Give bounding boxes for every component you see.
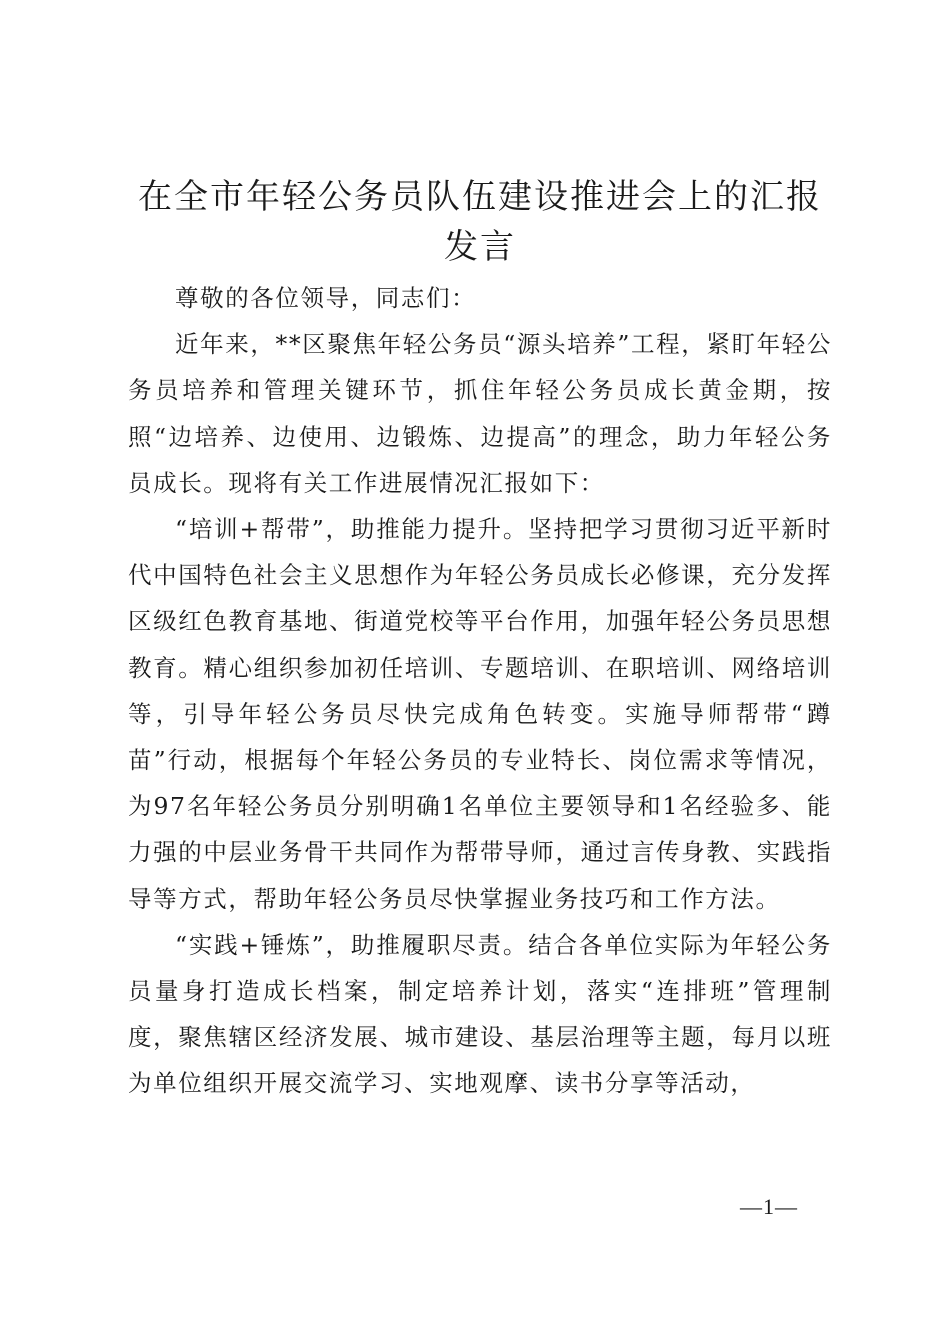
paragraph-intro: 近年来，**区聚焦年轻公务员“源头培养”工程，紧盯年轻公务员培养和管理关键环节，抓住年轻公务员成长黄金期，按照“边培养、边使用、边锻炼、边提高”的理念，助力年轻公务员成长。现将有关工作进展情况汇报如下： <box>128 330 832 497</box>
document-title: 在全市年轻公务员队伍建设推进会上的汇报发言 <box>138 177 822 267</box>
paragraph-training: “培训+帮带”，助推能力提升。坚持把学习贯彻习近平新时代中国特色社会主义思想作为年轻公务员成长必修课，充分发挥区级红色教育基地、街道党校等平台作用，加强年轻公务员思想教育。精心组织参加初任培训、专题培训、在职培训、网络培训等，引导年轻公务员尽快完成角色转变。实施导师帮带“蹲苗”行动，根据每个年轻公务员的专业特长、岗位需求等情况，为97名年轻公务员分别明确1名单位主要领导和1名经验多、能力强的中层业务骨干共同作为帮带导师，通过言传身教、实践指导等方式，帮助年轻公务员尽快掌握业务技巧和工作方法。 <box>128 515 832 913</box>
document-body <box>128 275 832 1107</box>
paragraph-practice: “实践+锤炼”，助推履职尽责。结合各单位实际为年轻公务员量身打造成长档案，制定培养计划，落实“连排班”管理制度，聚焦辖区经济发展、城市建设、基层治理等主题，每月以班为单位组织开展交流学习、实地观摩、读书分享等活动， <box>128 930 832 1098</box>
page-number: —1— <box>740 1194 798 1219</box>
salutation: 尊敬的各位领导，同志们： <box>175 284 477 312</box>
